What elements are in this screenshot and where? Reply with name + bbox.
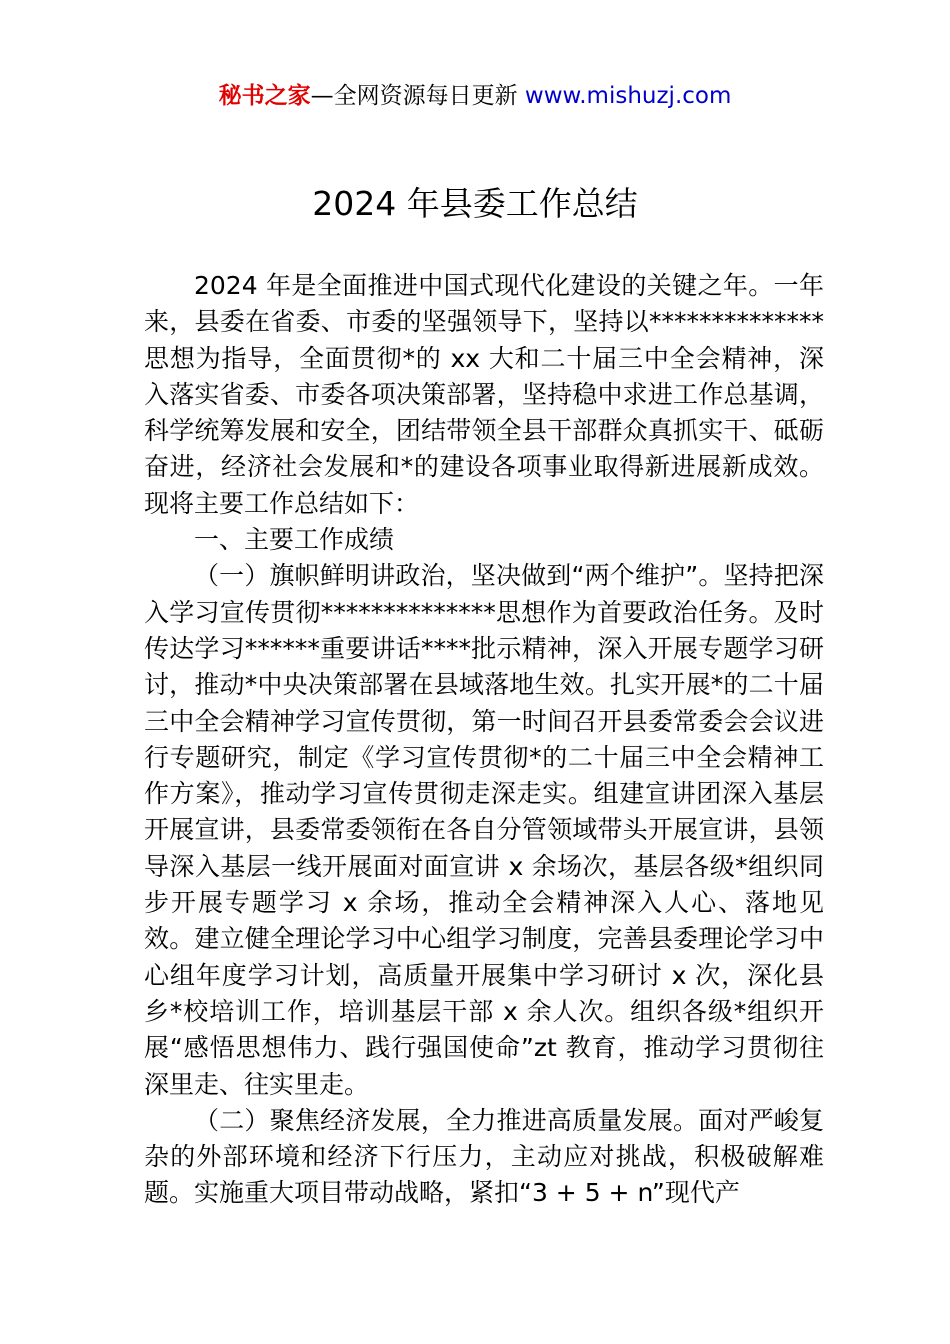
intro-paragraph: 2024 年是全面推进中国式现代化建设的关键之年。一年来，县委在省委、市委的坚强领导下，坚持以**************思想为指导，全面贯彻*的 xx 大和二十届三中全会精神，深入落实省委、市委各项决策部署，坚持稳中求进工作总基调，科学统筹发展和安全，团结带领全县干部群众真抓实干、砥砺奋进，经济社会发展和*的建设各项事业取得新进展新成效。现将主要工作总结如下： (144, 271, 824, 518)
section-heading: 一、主要工作成绩 (194, 525, 395, 555)
document-body (144, 268, 824, 1212)
document-title: 2024 年县委工作总结 (312, 184, 638, 223)
site-header (0, 80, 950, 112)
site-tagline: —全网资源每日更新 (310, 83, 525, 109)
subsection-paragraph-2: （二）聚焦经济发展，全力推进高质量发展。面对严峻复杂的外部环境和经济下行压力，主动应对挑战，积极破解难题。实施重大项目带动战略，紧扣“3 + 5 + n”现代产 (144, 1105, 824, 1208)
subsection-paragraph-1: （一）旗帜鲜明讲政治，坚决做到“两个维护”。坚持把深入学习宣传贯彻**************思想作为首要政治任务。及时传达学习******重要讲话****批示精神，深入开展专题学习研讨，推动*中央决策部署在县域落地生效。扎实开展*的二十届三中全会精神学习宣传贯彻，第一时间召开县委常委会会议进行专题研究，制定《学习宣传贯彻*的二十届三中全会精神工作方案》，推动学习宣传贯彻走深走实。组建宣讲团深入基层开展宣讲，县委常委领衔在各自分管领域带头开展宣讲，县领导深入基层一线开展面对面宣讲 x 余场次，基层各级*组织同步开展专题学习 x 余场，推动全会精神深入人心、落地见效。建立健全理论学习中心组学习制度，完善县委理论学习中心组年度学习计划，高质量开展集中学习研讨 x 次，深化县乡*校培训工作，培训基层干部 x 余人次。组织各级*组织开展“感悟思想伟力、践行强国使命”zt 教育，推动学习贯彻往深里走、往实里走。 (144, 561, 824, 1099)
site-url-link[interactable]: www.mishuzj.com (524, 83, 732, 109)
site-name: 秘书之家 (218, 83, 311, 109)
